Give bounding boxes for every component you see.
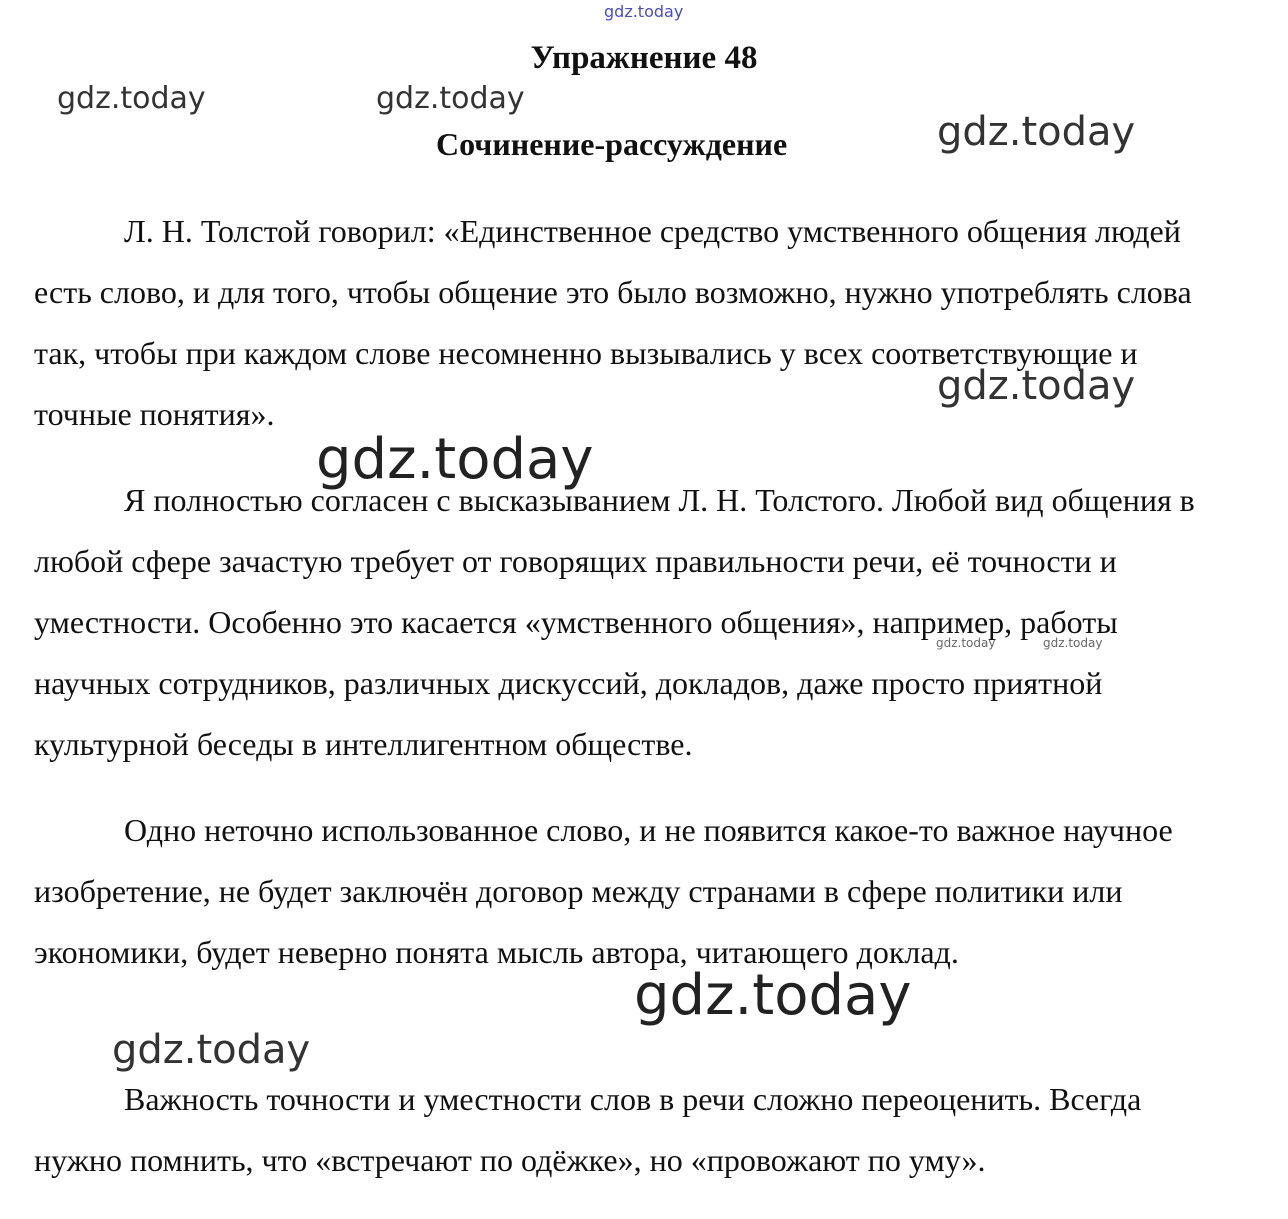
essay-paragraph-2: Я полностью согласен с высказыванием Л. Н. Толстого. Любой вид общения в любой сфере зачастую требует от говорящих правильности речи, её точности и уместности. Особенно это касается «умственного общения», например, работы научных сотрудников, различных дискуссий, докладов, даже просто приятной культурной беседы в интеллигентном обществе. [34, 482, 1195, 762]
watermark-text: gdz.today [57, 81, 206, 116]
watermark-text: gdz.today [634, 963, 912, 1028]
essay-subtitle: Сочинение-рассуждение [436, 126, 788, 162]
exercise-title: Упражнение 48 [530, 40, 758, 76]
watermark-text: gdz.today [937, 363, 1136, 409]
essay-paragraph-1: Л. Н. Толстой говорил: «Единственное средство умственного общения людей есть слово, и для того, чтобы общение это было возможно, нужно употреблять слова так, чтобы при каждом слове несомненно вызывались у всех соответствующие и точные понятия». [34, 213, 1192, 432]
essay-paragraph-4: Важность точности и уместности слов в речи сложно переоценить. Всегда нужно помнить, что «встречают по одёжке», но «провожают по уму». [34, 1081, 1142, 1178]
watermark-text: gdz.today [376, 81, 525, 116]
watermark-text: gdz.today [316, 427, 594, 492]
watermark-text: gdz.today [937, 109, 1136, 155]
essay-paragraph-3: Одно неточно использованное слово, и не появится какое-то важное научное изобретение, не будет заключён договор между странами в сфере политики или экономики, будет неверно понята мысль автора, читающего доклад. [34, 812, 1173, 970]
watermark-text: gdz.today [936, 636, 996, 650]
watermark-text: gdz.today [112, 1027, 311, 1073]
watermark-text: gdz.today [1043, 636, 1103, 650]
watermark-text: gdz.today [604, 2, 684, 21]
